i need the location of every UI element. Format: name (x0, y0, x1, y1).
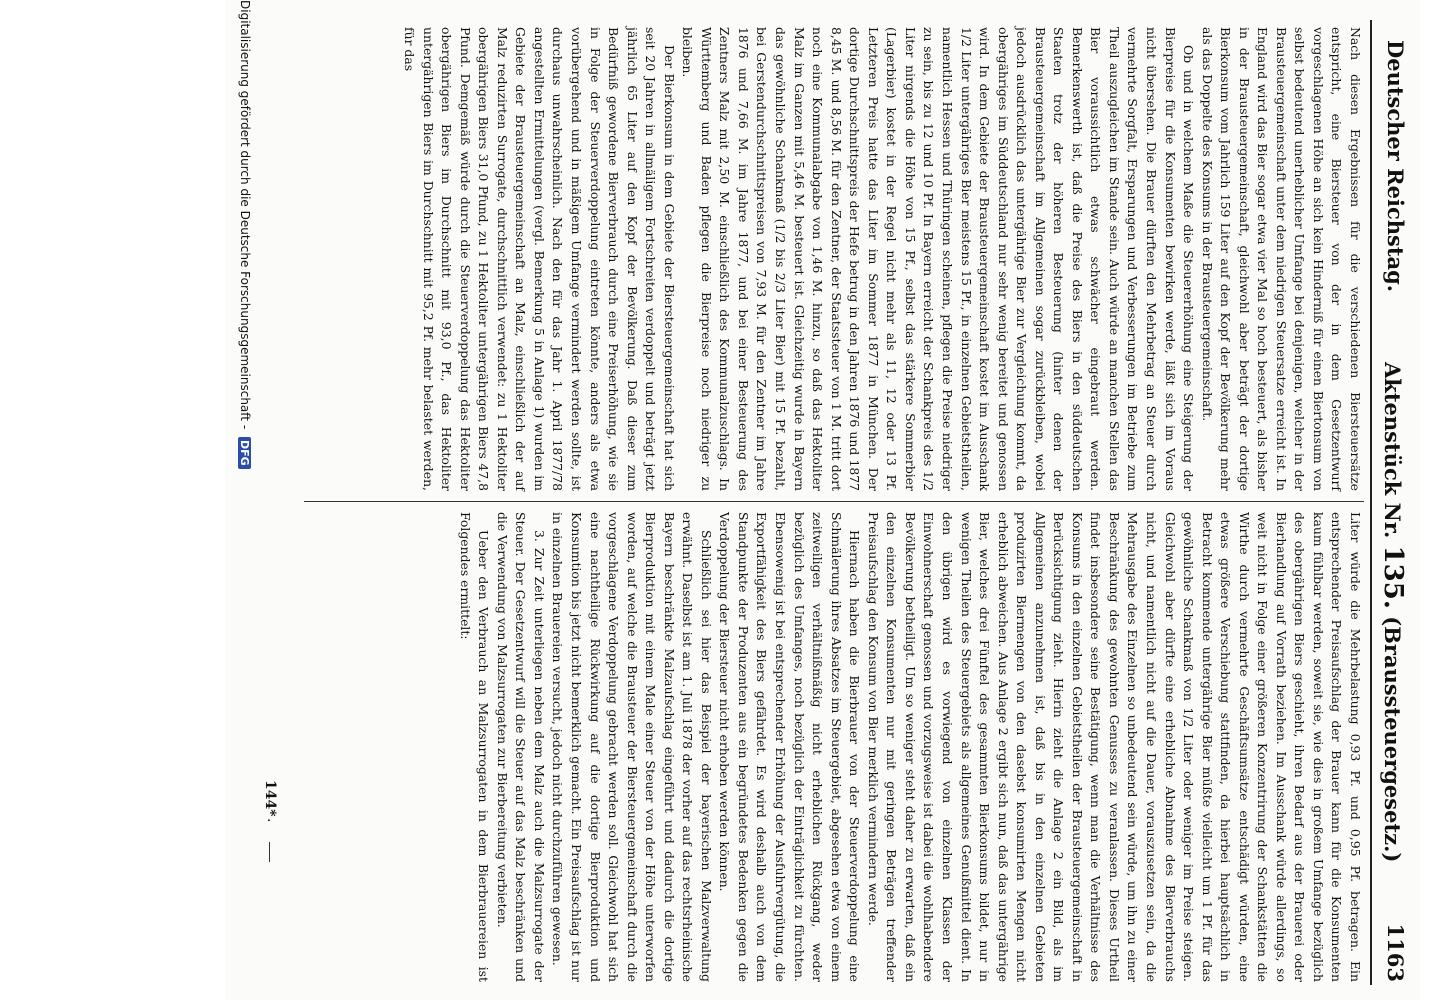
scanned-page (225, 0, 1420, 1000)
footer-page-number: 144* (262, 780, 278, 817)
digitization-text: Digitalisierung gefördert durch die Deutsche Forschungsgemeinschaft - (238, 0, 252, 430)
header-document-label (1378, 362, 1408, 862)
page-header (1374, 32, 1414, 982)
paragraph: Ueber den Verbrauch an Malzsurrogaten in dem Bierbrauereien ist Folgendes ermittelt: (457, 512, 492, 982)
header-title: Deutscher Reichstag. (1383, 40, 1408, 293)
footer-tick: · (260, 818, 276, 823)
dfg-logo: DFG (238, 437, 251, 469)
digitization-note (238, 0, 252, 469)
footer-dash (269, 842, 270, 862)
column-divider (304, 501, 1364, 502)
header-page-number: 1163 (1383, 923, 1408, 982)
paragraph: Nach diesen Ergebnissen für die verschiedenen Biersteuersätze entspricht, eine Biersteuer von der in dem Gesetzentwurf vorgeschlagenen Höhe an sich kein Hinderniß für einen Biertonsum von selbst bedeutend unerheblicher Umfange bei denjenigen, welcher in der Brausteuergemeinschaft unter dem niedrigen Steuersatze erreicht ist. In England wird das Bier sogar etwa vier Mal so hoch besteuert, als bisher in der Brausteuergemeinschaft, gleichwohl aber beträgt der dortige Bierkonsum vom Jahrlich 159 Liter auf den Kopf der Bevölkerung mehr als das Doppelte des Konsums in der Brausteuergemeinschaft. (1199, 27, 1363, 491)
paragraph: Schließlich sei hier das Beispiel der bayerischen Malzverwaltung erwähnt. Daselbst ist am 1. Juli 1878 der vorher auf das rechtsrheinische Bayern beschränkte Malzaufschlag eingeführt und dadurch die dortige Bierproduktion mit einem Male einer Steuer von der Höhe unterworfen worden, auf welche die Brausteuer der Biersteuergemeinschaft durch die vorgeschlagene Verdoppelung gebracht werden soll. Gleichwohl hat sich eine nachtheilige Rückwirkung auf die dortige Bierproduktion und Konsumtion bis jetzt nicht bemerklich gemacht. Ein Preisaufschlag ist nur in einzelnen Brauereien versucht, jedoch nicht durchzuführen gewesen. (550, 512, 714, 982)
header-prefix: Aktenstück Nr. (1380, 362, 1405, 539)
header-number: 135. (1378, 545, 1408, 609)
left-column (400, 27, 1364, 491)
paragraph: Ob und in welchem Maße die Steuererhöhung eine Steigerung der Bierpreise für die Konsumenten bewirken werde, läßt sich im Voraus nicht übersehen. Die Brauer dürften den Mehrbetrag an Steuer durch vermehrte Sorgfalt, Ersparungen und Verbesserungen im Betriebe zum Theil auszugleichen im Stande sein. Auch würde an manchen Stellen das Bier voraussichtlich etwas schwächer eingebraut werden. Bemerkenswerth ist, daß die Preise des Biers in den süddeutschen Staaten trotz der höheren Besteuerung (hinter denen der Brausteuergemeinschaft im Allgemeinen sogar zurückbleiben, wobei jedoch ausdrücklich das untergährige Bier zur Vergleichung kommt, da obergähriges im Süddeutschland nur sehr wenig bereitet und genossen wird. In dem Gebiete der Brausteuergemeinschaft kostet im Ausschank 1/2 Liter untergähriges Bier meistens 15 Pf., in einzelnen Gebietstheilen, namentlich Hessen und Thüringen scheinen, pflegen die Preise niedriger zu sein, bis zu 12 und 10 Pf. In Bayern erreicht der Schankpreis des 1/2 Liter nirgends die Höhe von 15 Pf., selbst das stärkere Sommerbier (Lagerbier) kostet in der Regel nicht mehr als 11, 12 oder 13 Pf. Letzteren Preis hatte das Liter im Sommer 1877 in München. Der dortige Durchschnittspreis der Hefe betrug in den Jahren 1876 und 1877 8,45 M. und 8,56 M. für den Zentner, der Staatssteuer von 1 M. tritt dort noch eine Kommunalabgabe von 1,46 M. hinzu, so daß das Hektoliter Malz im Ganzen mit 5,46 M. besteuert ist. Gleichzeitig wurde in Bayern das gewöhnliche Schankmaß (1/2 bis 2/3 Liter Bier) mit 15 Pf. bezahlt, bei Gerstendurchschnittspreisen von 7,93 M. für den Zentner im Jahre 1876 und 7,66 M. im Jahre 1877, und bei einer Besteuerung des Zentners Malz mit 2,50 M. einschließlich des Kommunalzuschlags. In Württemberg und Baden pflegen die Bierpreise noch niedriger zu bleiben. (680, 27, 1197, 491)
paragraph: Liter würde die Mehrbelastung 0,93 Pf. und 0,95 Pf. betragen. Ein entsprechender Preisaufschlag der Brauer kann für die Konsumenten kaum fühlbar werden, soweit sie, wie dies in großem Umfange bezüglich des obergährigen Biers geschieht, ihren Bedarf aus der Brauerei oder Bierhandlung auf Vorrath beziehen. Im Ausschank würde allerdings, so weit nicht in Folge einer größeren Konzentrirung der Schankstätten die Wirthe durch vermehrte Geschäftsumsätze entschädigt würden, eine etwas größere Verschiebung stattfinden, da hierbei hauptsächlich in Betracht kommende untergährige Bier müßte vielleicht um 1 Pf. für das gewöhnliche Schankmaß von 1/2 Liter oder weniger im Preise steigen. Gleichwohl aber dürfte eine erhebliche Abnahme des Bierverbrauchs nicht, und namentlich nicht auf die Dauer, vorauszusetzen sein, da die Mehrausgabe des Einzelnen so unbedeutend sein würde, um ihn zu einer Beschränkung des gewohnten Genusses zu veranlassen. Dieses Urtheil findet insbesondere seine Bestätigung, wenn man die Verhältnisse des Konsums in den einzelnen Gebietstheilen der Brausteuergemeinschaft in Berücksichtigung zieht. Hierin zieht die Anlage 2 ein Bild, als im Allgemeinen anzunehmen ist, daß bis in den einzelnen Gebieten produzirten Biermengen von den dasebst konsumirten Mengen nicht erheblich abweichen. Aus Anlage 2 ergibt sich nun, daß das untergährige Bier, welches drei Fünftel des gesammten Bierkonsums bildet, nur in wenigen Theilen des Steuergebiets als allgemeines Genußmittel dient. In den übrigen wird es vorwiegend von einzelnen Klassen der Einwohnerschaft genossen und vorzugsweise ist dabei die wohlhabendere Bevölkerung betheiligt. Um so weniger steht daher zu erwarten, daß ein den einzelnen Konsumenten nur mit geringen Beträgen treffender Preisaufschlag den Konsum von Bier merklich vermindern werde. (865, 512, 1363, 982)
paragraph: Der Bierkonsum in dem Gebiete der Biersteuergemeinschaft hat sich seit 20 Jahren in allmäligem Fortschreiten verdoppelt und beträgt jetzt jährlich 65 Liter auf den Kopf der Bevölkerung. Daß dieser zum Bedürfniß gewordene Bierverbrauch durch eine Preiserhöhung, wie sie in Folge der Steuerverdoppelung eintreten könnte, anders als etwa vorübergehend und in mäßigem Umfange vermindert werden sollte, ist durchaus unwahrscheinlich. Nach den für das Jahr 1. April 1877/78 angestellten Ermittelungen (vergl. Bemerkung 5 in Anlage 1) wurden im Gebiete der Brausteuergemeinschaft an Malz, einschließlich der auf Malz reduzirten Surrogate, durchschnittlich verwendet: zu 1 Hektoliter obergährigen Biers 31,0 Pfund, zu 1 Hektoliter untergährigen Biers 47,8 Pfund. Demgemäß würde durch die Steuerverdoppelung das Hektoliter obergährigen Biers im Durchschnitt mit 93,0 Pf., das Hektoliter untergährigen Biers im Durchschnitt mit 95,2 Pf. mehr belastet werden, für das (402, 27, 677, 491)
header-suffix: (Braussteuergesetz.) (1380, 616, 1405, 863)
right-column (455, 512, 1364, 982)
header-rule (1370, 20, 1372, 985)
paragraph: Hiernach haben die Bierbrauer von der Steuerverdoppelung eine Schmälerung ihres Absatzes im Steuergebiet, abgesehen etwa von einem zeitweiligen verhältnißmäßig nicht erheblichen Rückgang, weder bezüglich des Umfanges, noch bezüglich der Einträglichkeit zu fürchten. Ebensowenig ist bei entsprechender Erhöhung der Ausfuhrvergütung, die Exportfähigkeit des Biers gefährdet. Es wird deshalb auch von dem Standpunkte der Produzenten aus ein begründetes Bedenken gegen die Verdoppelung der Biersteuer nicht erhoben werden können. (717, 512, 863, 982)
paragraph: 3. Zur Zeit unterliegen neben dem Malz auch die Malzsurrogate der Steuer. Der Gesetzentwurf will die Steuer auf das Malz beschränken und die Verwendung von Malzsurrogaten zur Bierbereitung verbieten. (494, 512, 547, 982)
